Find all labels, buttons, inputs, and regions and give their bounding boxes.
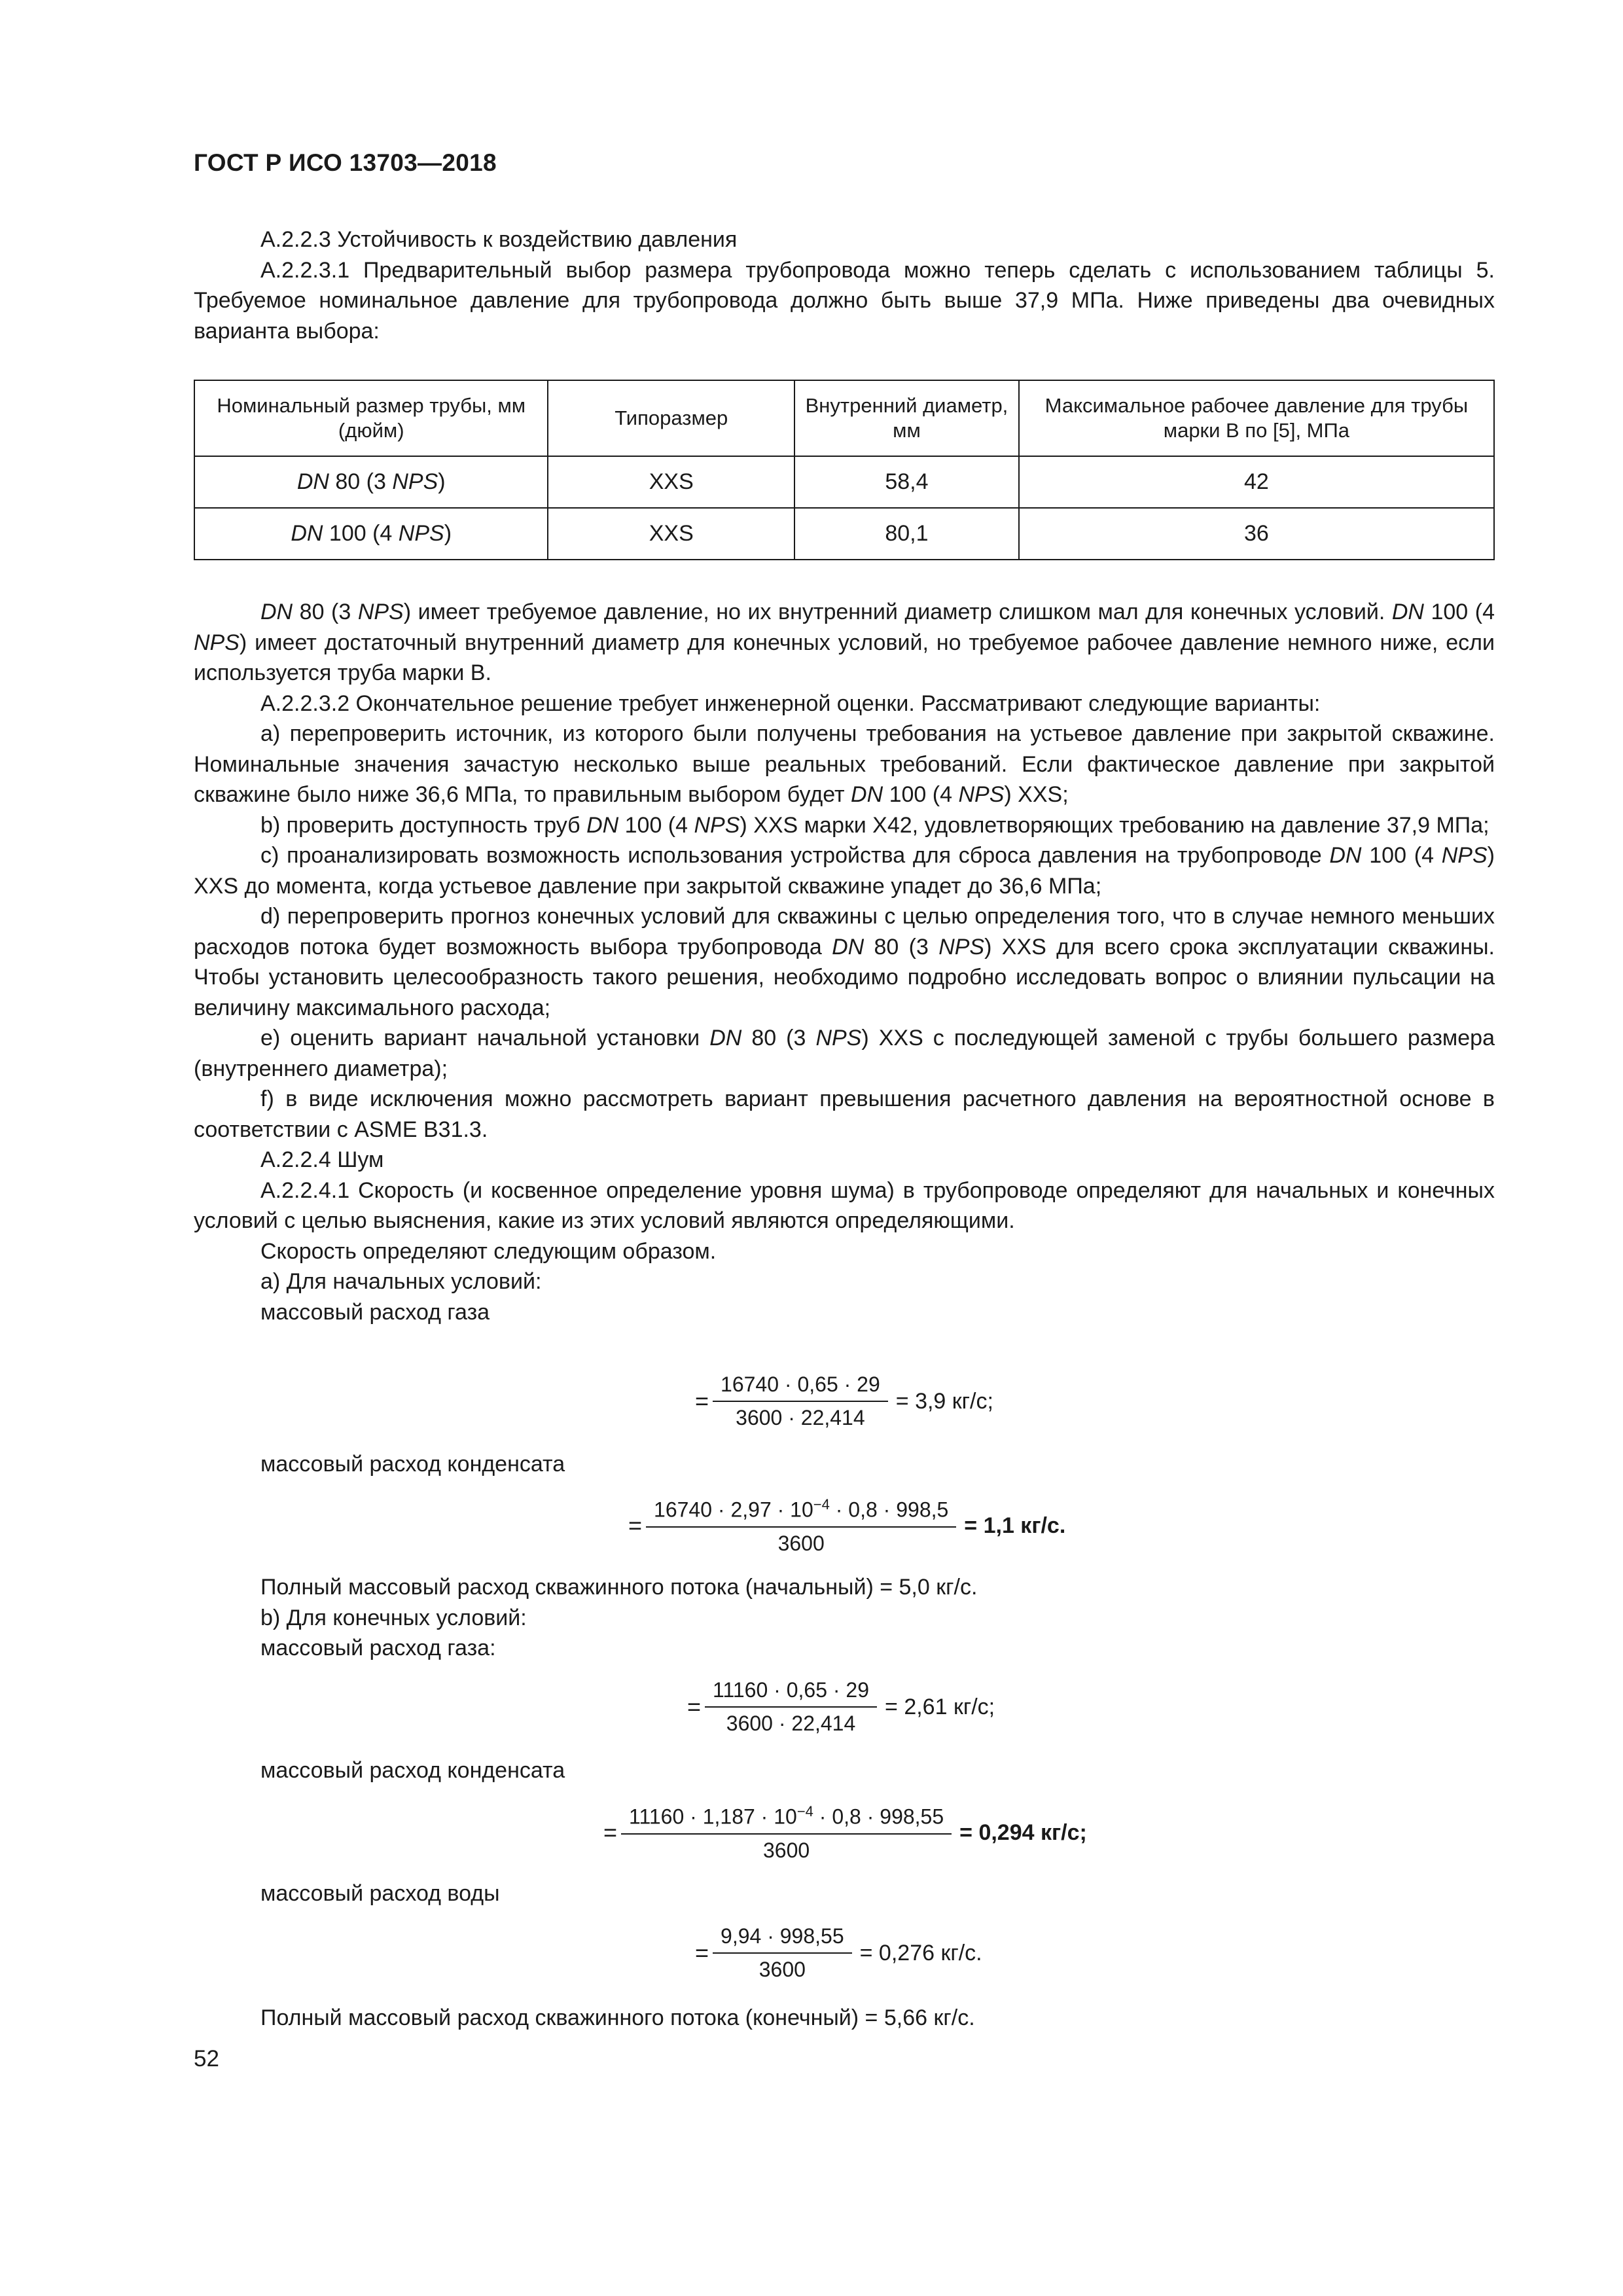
result: = 0,276 кг/с.	[859, 1940, 982, 1965]
dn-tag: DN	[832, 934, 865, 960]
table-row	[194, 508, 1494, 560]
paragraph: Полный массовый расход скважинного потока (конечный) = 5,66 кг/с.	[260, 2005, 975, 2030]
table-cell-diameter: 58,4	[794, 456, 1019, 508]
list-item: е) оценить вариант начальной установки DN 80 (3 NPS) XXS с последующей заменой с трубы большего размера (внутреннего диаметра);	[194, 1026, 1495, 1081]
table-row	[194, 456, 1494, 508]
label: массовый расход воды	[260, 1881, 500, 1906]
equals-sign: =	[695, 1388, 709, 1414]
denominator: 3600 · 22,414	[736, 1406, 865, 1429]
list-item: f) в виде исключения можно рассмотреть вариант превышения расчетного давления на вероятностной основе в соответствии с ASME В31.3.	[194, 1086, 1495, 1142]
nps-tag: NPS	[938, 934, 985, 960]
denominator: 3600	[762, 1838, 810, 1862]
table-header: Максимальное рабочее давление для трубы марки В по [5], МПа	[1019, 380, 1494, 456]
denominator: 3600	[777, 1531, 825, 1555]
paragraph: DN 80 (3 NPS) имеет требуемое давление, но их внутренний диаметр слишком мал для конечных условий. DN 100 (4 NPS) имеет достаточный внутренний диаметр для конечных условий, но требуемое рабочее давление немного ниже, если используется труба марки В.	[194, 600, 1495, 685]
fraction	[705, 1678, 877, 1736]
dn-tag: DN	[260, 600, 293, 624]
document-header: ГОСТ Р ИСО 13703—2018	[194, 149, 497, 176]
nps-tag: NPS	[357, 600, 404, 624]
result: = 0,294 кг/с;	[959, 1820, 1087, 1845]
fraction	[713, 1924, 852, 1982]
table-cell-type: XXS	[548, 456, 794, 508]
nps-tag: NPS	[194, 630, 240, 655]
list-item: d) перепроверить прогноз конечных условий для скважины с целью определения того, что в случае немного меньших расходов потока будет возможность выбора трубопровода DN 80 (3 NPS) XXS для всего срока эксплуатации скважины. Чтобы установить целесообразность такого решения, необходимо подробно исследовать вопрос о влиянии пульсации на величину максимального расхода;	[194, 904, 1495, 1020]
equals-sign: =	[695, 1939, 709, 1966]
label: массовый расход конденсата	[260, 1452, 565, 1477]
size-text: 80 (3	[329, 469, 393, 494]
size-close: )	[438, 469, 446, 494]
table-cell-pressure: 36	[1019, 508, 1494, 560]
main-text	[194, 597, 1495, 1327]
fraction	[621, 1803, 952, 1863]
fraction	[646, 1496, 956, 1556]
formula-gas-initial	[695, 1372, 993, 1430]
intro-block	[194, 224, 1495, 346]
table-header: Внутренний диаметр, мм	[794, 380, 1019, 456]
dn-tag: DN	[291, 521, 323, 546]
dn-tag: DN	[709, 1026, 742, 1050]
size-close: )	[444, 521, 452, 546]
formula-water-final	[695, 1924, 982, 1982]
nps-tag: NPS	[958, 782, 1005, 807]
fraction	[713, 1372, 888, 1430]
table-header: Типоразмер	[548, 380, 794, 456]
dn-tag: DN	[1391, 600, 1424, 624]
page-number: 52	[194, 2046, 219, 2072]
list-item: а) перепроверить источник, из которого были получены требования на устьевое давление при закрытой скважине. Номинальные значения зачастую несколько выше реальных требований. Если фактическое давление при закрытой скважине было ниже 36,6 МПа, то правильным выбором будет DN 100 (4 NPS) XXS;	[194, 721, 1495, 807]
formula-condensate-final	[603, 1803, 1087, 1863]
nps-tag: NPS	[694, 812, 740, 838]
result: = 2,61 кг/с;	[885, 1694, 995, 1719]
paragraph: А.2.2.4.1 Скорость (и косвенное определение уровня шума) в трубопроводе определяют для начальных и конечных условий с целью выяснения, какие из этих условий являются определяющими.	[194, 1177, 1495, 1233]
paragraph: А.2.2.3.1 Предварительный выбор размера трубопровода можно теперь сделать с использованием таблицы 5. Требуемое номинальное давление для трубопровода должно быть выше 37,9 МПа. Ниже приведены два очевидных варианта выбора:	[194, 257, 1495, 344]
nps-tag: NPS	[815, 1026, 862, 1050]
subheading: b) Для конечных условий:	[260, 1605, 527, 1630]
size-text: 100 (4	[323, 521, 399, 546]
result: = 1,1 кг/с.	[964, 1513, 1066, 1538]
dn-tag: DN	[851, 782, 883, 807]
equals-sign: =	[628, 1512, 643, 1539]
denominator: 3600 · 22,414	[726, 1712, 856, 1735]
table-cell-size	[194, 508, 548, 560]
label: массовый расход газа:	[260, 1636, 496, 1660]
numerator: 9,94 · 998,55	[713, 1924, 852, 1954]
formula-gas-final	[687, 1678, 995, 1736]
numerator: $11160 \cdot 1,187 \cdot 10^{-4} \cdot 0,8 \cdot 998,55$	[621, 1803, 952, 1835]
denominator: 3600	[758, 1958, 806, 1981]
pipe-table	[194, 380, 1495, 560]
numerator: $16740 \cdot 2,97 \cdot 10^{-4} \cdot 0,8 \cdot 998,5$	[646, 1496, 956, 1528]
equals-sign: =	[603, 1819, 618, 1846]
list-item: b) проверить доступность труб DN 100 (4 NPS) XXS марки Х42, удовлетворяющих требованию на давление 37,9 МПа;	[260, 812, 1489, 838]
result: = 3,9 кг/с;	[895, 1388, 993, 1414]
table-cell-type: XXS	[548, 508, 794, 560]
nps-tag: NPS	[1441, 843, 1488, 868]
label-block	[194, 1449, 1495, 1480]
section-heading: А.2.2.3 Устойчивость к воздействию давления	[260, 227, 738, 252]
label: массовый расход конденсата	[260, 1758, 565, 1783]
summary-block-initial	[194, 1572, 1495, 1664]
section-heading: А.2.2.4 Шум	[260, 1147, 384, 1172]
nps-tag: NPS	[392, 469, 438, 494]
dn-tag: DN	[586, 812, 619, 838]
table-header-row	[194, 380, 1494, 456]
table-cell-pressure: 42	[1019, 456, 1494, 508]
label-block	[194, 1878, 1495, 1909]
paragraph: Полный массовый расход скважинного потока (начальный) = 5,0 кг/с.	[260, 1575, 978, 1600]
paragraph: Скорость определяют следующим образом.	[260, 1238, 717, 1264]
formula-condensate-initial	[628, 1496, 1065, 1556]
nps-tag: NPS	[398, 521, 444, 546]
label-block	[194, 1755, 1495, 1786]
dn-tag: DN	[1329, 843, 1362, 868]
label: массовый расход газа	[260, 1299, 490, 1325]
table-header: Номинальный размер трубы, мм (дюйм)	[194, 380, 548, 456]
paragraph: А.2.2.3.2 Окончательное решение требует инженерной оценки. Рассматривают следующие варианты:	[260, 691, 1321, 716]
numerator: 11160 · 0,65 · 29	[705, 1678, 877, 1708]
list-item: с) проанализировать возможность использования устройства для сброса давления на трубопроводе DN 100 (4 NPS) XXS до момента, когда устьевое давление при закрытой скважине упадет до 36,6 МПа;	[194, 843, 1495, 899]
numerator: 16740 · 0,65 · 29	[713, 1372, 888, 1402]
table-cell-diameter: 80,1	[794, 508, 1019, 560]
equals-sign: =	[687, 1693, 702, 1720]
summary-block-final	[194, 2003, 1495, 2034]
table-cell-size	[194, 456, 548, 508]
dn-tag: DN	[296, 469, 329, 494]
subheading: а) Для начальных условий:	[260, 1269, 542, 1294]
